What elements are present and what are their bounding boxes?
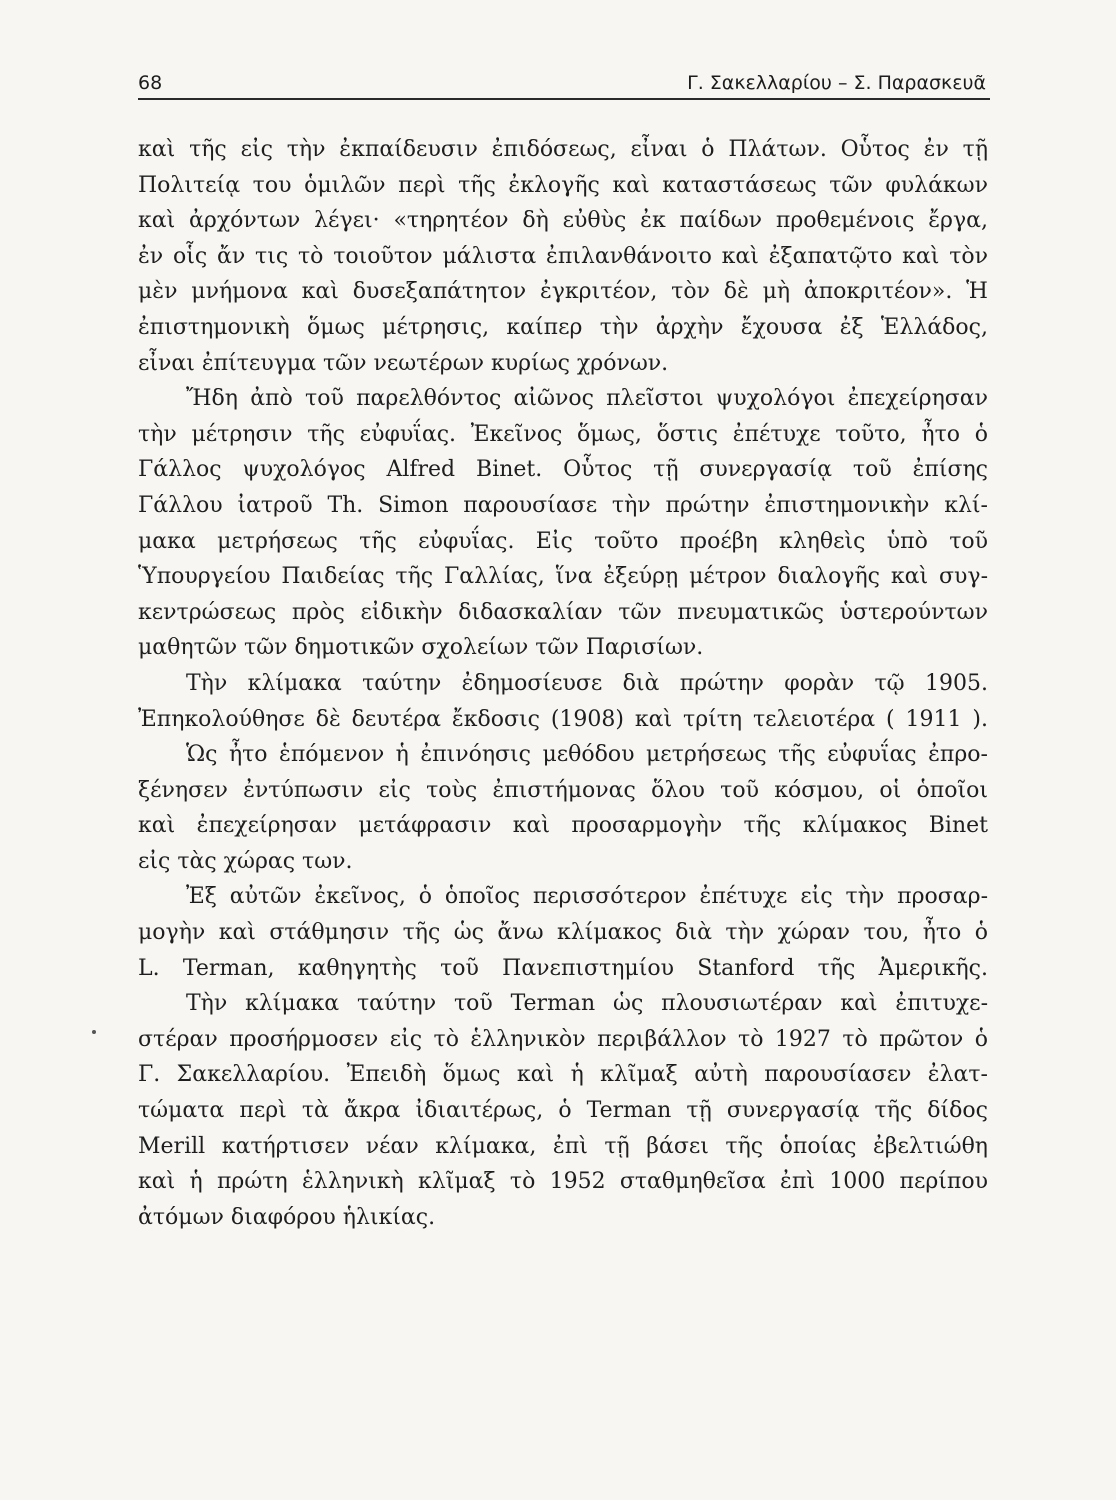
- text-line: Ἐξ αὐτῶν ἐκεῖνος, ὁ ὁποῖος περισσότερον ἐπέτυχε εἰς τὴν προσαρ-: [186, 884, 988, 910]
- text-line: τώματα περὶ τὰ ἄκρα ἰδιαιτέρως, ὁ Terman τῇ συνεργασίᾳ τῆς δίδος: [138, 1098, 988, 1124]
- text-line: Τὴν κλίμακα ταύτην τοῦ Terman ὡς πλουσιωτέραν καὶ ἐπιτυχε-: [186, 991, 988, 1017]
- text-line: καὶ ἀρχόντων λέγει· «τηρητέον δὴ εὐθὺς ἐκ παίδων προθεμένοις ἔργα,: [138, 208, 988, 234]
- text-line: τὴν μέτρησιν τῆς εὐφυΐας. Ἐκεῖνος ὅμως, ὅστις ἐπέτυχε τοῦτο, ἦτο ὁ: [138, 421, 988, 447]
- text-line: Τὴν κλίμακα ταύτην ἐδημοσίευσε διὰ πρώτην φορὰν τῷ 1905.: [186, 670, 988, 696]
- text-line: ξένησεν ἐντύπωσιν εἰς τοὺς ἐπιστήμονας ὅλου τοῦ κόσμου, οἱ ὁποῖοι: [138, 777, 988, 803]
- text-line: καὶ τῆς εἰς τὴν ἐκπαίδευσιν ἐπιδόσεως, εἶναι ὁ Πλάτων. Οὗτος ἐν τῇ: [138, 137, 988, 162]
- text-line: L. Terman, καθηγητὴς τοῦ Πανεπιστημίου Stanford τῆς Ἀμερικῆς.: [138, 955, 988, 981]
- text-line: ἀτόμων διαφόρου ἡλικίας.: [138, 1204, 436, 1230]
- text-line: Γ. Σακελλαρίου. Ἐπειδὴ ὅμως καὶ ἡ κλῖμαξ αὐτὴ παρουσίασεν ἐλατ-: [138, 1062, 988, 1088]
- text-line: μὲν μνήμονα καὶ δυσεξαπάτητον ἐγκριτέον, τὸν δὲ μὴ ἀποκριτέον». Ἡ: [138, 279, 988, 305]
- text-line: καὶ ἡ πρώτη ἑλληνικὴ κλῖμαξ τὸ 1952 σταθμηθεῖσα ἐπὶ 1000 περίπου: [138, 1169, 988, 1195]
- text-line: Merill κατήρτισεν νέαν κλίμακα, ἐπὶ τῇ βάσει τῆς ὁποίας ἐβελτιώθη: [138, 1133, 988, 1159]
- text-line: στέραν προσήρμοσεν εἰς τὸ ἑλληνικὸν περιβάλλον τὸ 1927 τὸ πρῶτον ὁ: [138, 1026, 988, 1052]
- text-line: εἰς τὰς χώρας των.: [138, 848, 353, 874]
- text-line: καὶ ἐπεχείρησαν μετάφρασιν καὶ προσαρμογὴν τῆς κλίμακος Binet: [138, 813, 988, 839]
- text-line: μαθητῶν τῶν δημοτικῶν σχολείων τῶν Παρισίων.: [138, 635, 704, 661]
- text-line: Ὡς ἦτο ἑπόμενον ἡ ἐπινόησις μεθόδου μετρήσεως τῆς εὐφυΐας ἐπρο-: [186, 742, 988, 768]
- text-line: Γάλλος ψυχολόγος Alfred Binet. Οὗτος τῇ συνεργασίᾳ τοῦ ἐπίσης: [138, 457, 988, 483]
- running-head: Γ. Σακελλαρίου – Σ. Παρασκευᾶ: [687, 72, 986, 94]
- text-line: ἐπιστημονικὴ ὅμως μέτρησις, καίπερ τὴν ἀρχὴν ἔχουσα ἐξ Ἑλλάδος,: [138, 314, 988, 340]
- text-line: μογὴν καὶ στάθμησιν τῆς ὡς ἄνω κλίμακος διὰ τὴν χώραν του, ἦτο ὁ: [138, 920, 988, 946]
- text-line: εἶναι ἐπίτευγμα τῶν νεωτέρων κυρίως χρόνων.: [138, 350, 669, 376]
- margin-dot-mark: [92, 1030, 96, 1034]
- page-number: 68: [138, 72, 163, 94]
- text-line: Πολιτείᾳ του ὁμιλῶν περὶ τῆς ἐκλογῆς καὶ καταστάσεως τῶν φυλάκων: [138, 172, 988, 198]
- text-line: Γάλλου ἰατροῦ Th. Simon παρουσίασε τὴν πρώτην ἐπιστημονικὴν κλί-: [138, 492, 988, 518]
- page-header: [138, 72, 990, 100]
- text-line: Ἤδη ἀπὸ τοῦ παρελθόντος αἰῶνος πλεῖστοι ψυχολόγοι ἐπεχείρησαν: [186, 386, 988, 412]
- text-line: Ὑπουργείου Παιδείας τῆς Γαλλίας, ἵνα ἐξεύρῃ μέτρον διαλογῆς καὶ συγ-: [138, 564, 988, 590]
- text-line: Ἐπηκολούθησε δὲ δευτέρα ἔκδοσις (1908) καὶ τρίτη τελειοτέρα ( 1911 ).: [138, 706, 988, 732]
- text-line: κεντρώσεως πρὸς εἰδικὴν διδασκαλίαν τῶν πνευματικῶς ὑστερούντων: [138, 599, 988, 625]
- body-text: [138, 132, 988, 1235]
- text-line: ἐν οἷς ἄν τις τὸ τοιοῦτον μάλιστα ἐπιλανθάνοιτο καὶ ἐξαπατῷτο καὶ τὸν: [138, 243, 988, 269]
- text-line: μακα μετρήσεως τῆς εὐφυΐας. Εἰς τοῦτο προέβη κληθεὶς ὑπὸ τοῦ: [138, 528, 988, 554]
